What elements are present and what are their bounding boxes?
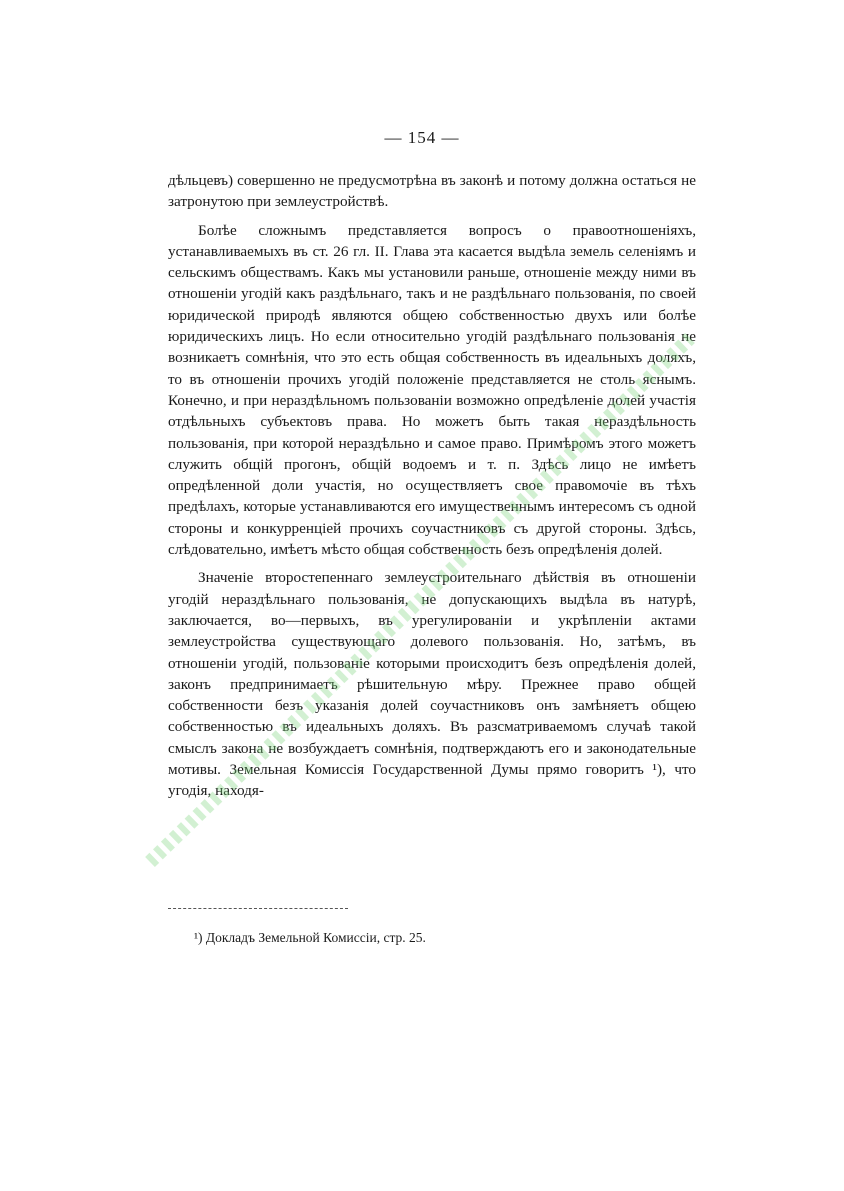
footnote: ¹) Докладъ Земельной Комиссіи, стр. 25. (194, 930, 426, 945)
paragraph-1: дѣльцевъ) совершенно не предусмотрѣна въ законѣ и потому должна остаться не затронутою при землеустройствѣ. (168, 172, 696, 211)
body-text (168, 170, 696, 809)
paragraph-2: Болѣе сложнымъ представляется вопросъ о правоотношеніяхъ, устанавливаемыхъ въ ст. 26 гл. II. Глава эта касается выдѣла земель селеніямъ и сельскимъ обществамъ. Какъ мы установили раньше, отношеніе между ними въ отношеніи угодій какъ раздѣльнаго, такъ и не раздѣльнаго пользованія, по своей юридической природѣ являются общею собственностью двухъ или болѣе юридическихъ лицъ. Но если относительно угодій раздѣльнаго пользованія не возникаетъ сомнѣнія, что это есть общая собственность въ идеальныхъ доляхъ, то въ отношеніи прочихъ угодій положеніе представляется не столь яснымъ. Конечно, и при нераздѣльномъ пользованіи возможно опредѣленіе долей участія отдѣльныхъ субъектовъ права. Но можетъ быть такая нераздѣльность пользованія, при которой нераздѣльно и самое право. Примѣромъ этого можетъ служить общій прогонъ, общій водоемъ и т. п. Здѣсь лицо не имѣетъ опредѣленной доли участія, но осуществляетъ свое правомочіе въ тѣхъ предѣлахъ, которые устанавливаются его имущественнымъ интересомъ съ одной стороны и конкурренціей прочихъ соучастниковъ съ другой стороны. Здѣсь, слѣдовательно, имѣетъ мѣсто общая собственность безъ опредѣленія долей. (168, 221, 696, 559)
paragraph-3: Значеніе второстепеннаго землеустроительнаго дѣйствія въ отношеніи угодій нераздѣльнаго пользованія, не допускающихъ выдѣла въ натурѣ, заключается, во—первыхъ, въ урегулированіи и укрѣпленіи актами землеустройства существующаго долевого пользованія. Но, затѣмъ, въ отношеніи угодій, пользованіе которыми происходитъ безъ опредѣленія долей, законъ предпринимаетъ рѣшительную мѣру. Прежнее право общей собственности безъ указанія долей соучастниковъ онъ замѣняетъ общею собственностью въ идеальныхъ доляхъ. Въ разсматриваемомъ случаѣ такой смыслъ закона не возбуждаетъ сомнѣнія, подтверждаютъ его и законодательные мотивы. Земельная Комиссія Государственной Думы прямо говоритъ ¹), что угодія, находя- (168, 569, 696, 800)
page-number: — 154 — (384, 128, 460, 147)
footnote-divider (168, 908, 348, 909)
